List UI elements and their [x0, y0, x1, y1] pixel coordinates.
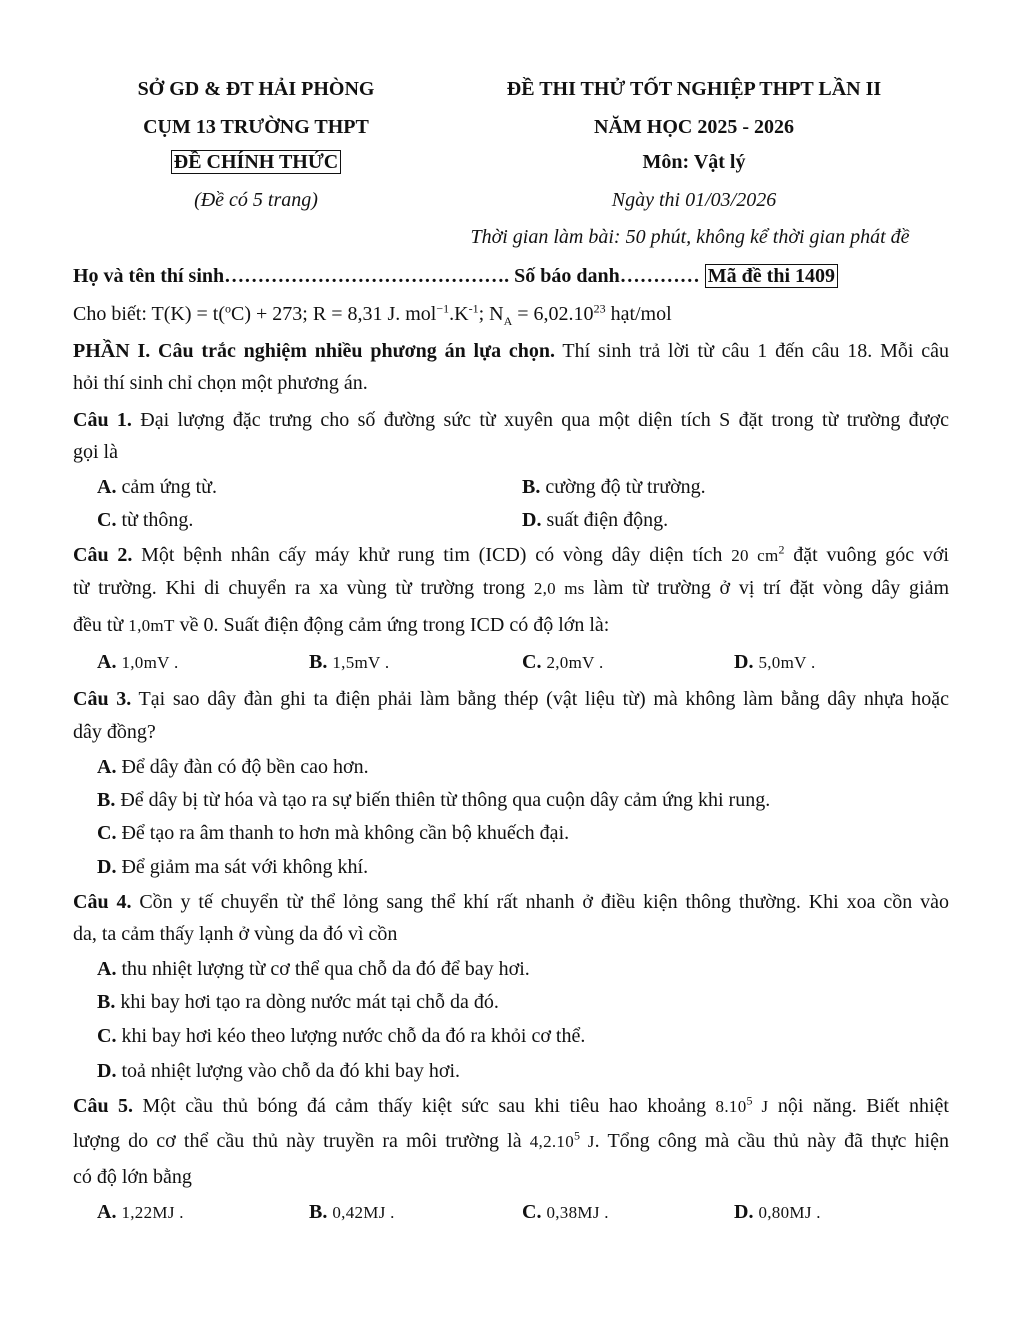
part1-instructions: PHẦN I. Câu trắc nghiệm nhiều phương án lựa chọn. Thí sinh trả lời từ câu 1 đến câu 18. Mỗi câu: [73, 340, 949, 362]
q5-option-d[interactable]: D. 0,80MJ .: [734, 1201, 821, 1223]
candidate-id-field[interactable]: …………: [619, 265, 700, 287]
candidate-name-label: Họ và tên thí sinh: [73, 265, 225, 287]
q5-option-a[interactable]: A. 1,22MJ .: [97, 1201, 184, 1223]
given-constants: Cho biết: T(K) = t($^o$C) + 273; R = 8,31 J. $mol^{-1}.K^{-1}$; $N_A = 6,02.10^{23}$ hạt/mol: [73, 301, 672, 328]
q4-option-a[interactable]: A. thu nhiệt lượng từ cơ thể qua chỗ da đó để bay hơi.: [97, 958, 530, 980]
official-label-wrap: [100, 151, 412, 174]
subject: Môn: Vật lý: [642, 151, 746, 173]
official-label: ĐỀ CHÍNH THỨC: [171, 150, 341, 174]
q2-option-d[interactable]: D. 5,0mV .: [734, 651, 816, 673]
question-2-number: Câu 2.: [73, 544, 133, 566]
exam-code: Mã đề thi 1409: [705, 264, 838, 288]
q3-option-c[interactable]: C. Để tạo ra âm thanh to hơn mà không cần bộ khuếch đại.: [97, 822, 570, 844]
q1-option-b[interactable]: B. cường độ từ trường.: [522, 476, 706, 498]
question-4-cont: da, ta cảm thấy lạnh ở vùng da đó vì cồn: [73, 923, 398, 945]
q2-option-a[interactable]: A. 1,0mV .: [97, 651, 179, 673]
q5-option-c[interactable]: C. 0,38MJ .: [522, 1201, 609, 1223]
question-5-cont2: có độ lớn bằng: [73, 1166, 192, 1188]
department-name: SỞ GD & ĐT HẢI PHÒNG: [137, 78, 375, 100]
q2-option-b[interactable]: B. 1,5mV .: [309, 651, 390, 673]
q4-option-d[interactable]: D. toả nhiệt lượng vào chỗ da đó khi bay hơi.: [97, 1060, 461, 1082]
question-2: Câu 2. Một bệnh nhân cấy máy khử rung tim (ICD) có vòng dây diện tích 20 $cm^2$ đặt vuông góc với: [73, 542, 949, 566]
page-count: (Đề có 5 trang): [194, 189, 318, 211]
q1-option-d[interactable]: D. suất điện động.: [522, 509, 669, 531]
candidate-id-label: Số báo danh: [514, 265, 620, 287]
q4-option-b[interactable]: B. khi bay hơi tạo ra dòng nước mát tại chỗ da đó.: [97, 991, 499, 1013]
candidate-line: [73, 265, 949, 287]
q5-option-b[interactable]: B. 0,42MJ .: [309, 1201, 395, 1223]
q3-option-d[interactable]: D. Để giảm ma sát với không khí.: [97, 856, 369, 878]
question-5-number: Câu 5.: [73, 1095, 134, 1117]
question-1-cont: gọi là: [73, 441, 118, 463]
school-cluster: CỤM 13 TRƯỜNG THPT: [143, 116, 369, 138]
candidate-name-field[interactable]: …………………………………….: [224, 265, 510, 287]
part1-instructions-cont: hỏi thí sinh chỉ chọn một phương án.: [73, 372, 368, 394]
q1-option-c[interactable]: C. từ thông.: [97, 509, 194, 531]
q4-option-c[interactable]: C. khi bay hơi kéo theo lượng nước chỗ da đó ra khỏi cơ thể.: [97, 1025, 586, 1047]
part1-title: PHẦN I. Câu trắc nghiệm nhiều phương án lựa chọn.: [73, 340, 555, 362]
question-2-cont2: đều từ 1,0mT về 0. Suất điện động cảm ứng trong ICD có độ lớn là:: [73, 614, 610, 636]
question-3-number: Câu 3.: [73, 688, 132, 710]
question-3-cont: dây đồng?: [73, 721, 156, 743]
q3-option-a[interactable]: A. Để dây đàn có độ bền cao hơn.: [97, 756, 369, 778]
question-2-cont: từ trường. Khi di chuyển ra xa vùng từ trường trong 2,0 ms làm từ trường ở vị trí đặt vòng dây giảm: [73, 577, 950, 599]
question-1: Câu 1. Đại lượng đặc trưng cho số đường sức từ xuyên qua một diện tích S đặt trong từ trường được: [73, 409, 949, 431]
exam-date: Ngày thi 01/03/2026: [611, 189, 777, 211]
question-4-number: Câu 4.: [73, 891, 132, 913]
question-5: Câu 5. Một cầu thủ bóng đá cảm thấy kiệt sức sau khi tiêu hao khoảng 8.10$^5$ J nội năng. Biết nhiệt: [73, 1093, 949, 1117]
exam-title: ĐỀ THI THỬ TỐT NGHIỆP THPT LẦN II: [506, 78, 882, 100]
school-year: NĂM HỌC 2025 - 2026: [594, 116, 794, 138]
q2-option-c[interactable]: C. 2,0mV .: [522, 651, 604, 673]
exam-duration: Thời gian làm bài: 50 phút, không kể thời gian phát đề: [470, 226, 910, 248]
q1-option-a[interactable]: A. cảm ứng từ.: [97, 476, 217, 498]
question-5-cont: lượng do cơ thể cầu thủ này truyền ra môi trường là 4,2.10$^5$ J. Tổng công mà cầu thủ này đã thực hiện: [73, 1128, 950, 1152]
question-4: Câu 4. Cồn y tế chuyển từ thể lỏng sang thể khí rất nhanh ở điều kiện thông thường. Khi xoa cồn vào: [73, 891, 949, 913]
question-1-number: Câu 1.: [73, 409, 132, 431]
question-3: Câu 3. Tại sao dây đàn ghi ta điện phải làm bằng thép (vật liệu từ) mà không làm bằng dây nhựa hoặc: [73, 688, 949, 710]
q3-option-b[interactable]: B. Để dây bị từ hóa và tạo ra sự biến thiên từ thông qua cuộn dây cảm ứng khi rung.: [97, 789, 771, 811]
